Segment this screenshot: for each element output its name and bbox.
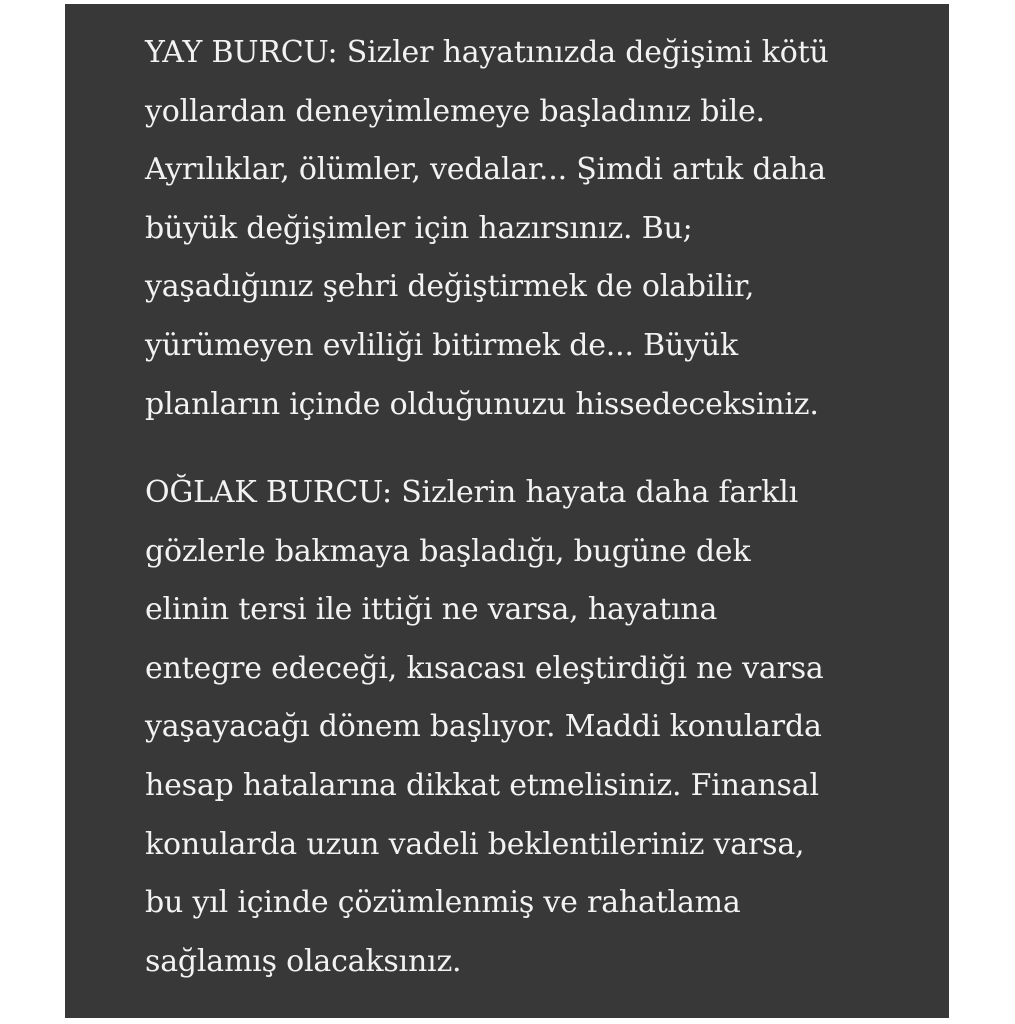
text-line: planların içinde olduğunuzu hissedeceksiniz. (145, 386, 819, 422)
text-line: Ayrılıklar, ölümler, vedalar... Şimdi artık daha (145, 152, 826, 188)
text-line: yürümeyen evliliği bitirmek de... Büyük (145, 327, 738, 363)
text-line: bu yıl içinde çözümlenmiş ve rahatlama (145, 885, 741, 921)
text-line: konularda uzun vadeli beklentileriniz varsa, (145, 826, 805, 862)
text-line: yollardan deneyimlemeye başladınız bile. (145, 93, 765, 129)
text-line: YAY BURCU: Sizler hayatınızda değişimi kötü (145, 35, 829, 70)
text-panel (65, 4, 949, 1018)
text-line: hesap hatalarına dikkat etmelisiniz. Finansal (145, 767, 819, 803)
text-line: sağlamış olacaksınız. (145, 943, 462, 979)
text-line: yaşadığınız şehri değiştirmek de olabilir, (145, 269, 755, 305)
text-line: OĞLAK BURCU: Sizlerin hayata daha farklı (145, 475, 798, 510)
text-line: büyük değişimler için hazırsınız. Bu; (145, 210, 693, 246)
text-line: elinin tersi ile ittiği ne varsa, hayatına (145, 592, 718, 628)
paragraph-yay-burcu (145, 24, 865, 434)
paragraph-oglak-burcu (145, 464, 865, 991)
text-line: gözlerle bakmaya başladığı, bugüne dek (145, 533, 751, 569)
text-line: entegre edeceği, kısacası eleştirdiği ne varsa (145, 650, 824, 686)
text-line: yaşayacağı dönem başlıyor. Maddi konularda (145, 709, 822, 745)
